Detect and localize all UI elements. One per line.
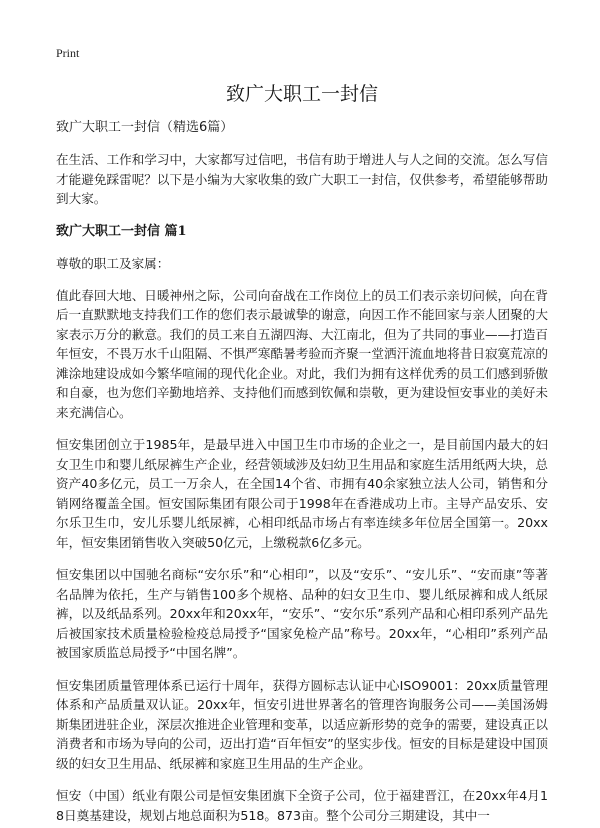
body-paragraph: 恒安集团质量管理体系已运行十周年，获得方圆标志认证中心ISO9001：20xx质量管理体系和产品质量双认证。20xx年，恒安引进世界著名的管理咨询服务公司——美国汤姆斯集团进驻企业，深层次推进企业管理和变革，以适应新形势的竞争的需要，建设真正以消费者和市场为导向的公司，迈出打造“百年恒安”的坚实步伐。恒安的目标是建设中国顶级的妇女卫生用品、纸尿裤和家庭卫生用品的生产企业。 — [56, 677, 548, 771]
body-paragraph: 值此春回大地、日暖神州之际，公司向奋战在工作岗位上的员工们表示亲切问候，向在背后一直默默地支持我们工作的您们表示最诚挚的谢意，向因工作不能回家与亲人团聚的大家表示万分的歉意。我们的员工来自五湖四海、大江南北，但为了共同的事业——打造百年恒安，不畏万水千山阻隔、不惧严寒酷暑考验而齐聚一堂洒汗流血地将昔日寂寞荒凉的滩涂地建设成如今繁华喧闹的现代化企业。对此，我们为拥有这样优秀的员工们感到骄傲和自豪，也为您们辛勤地培养、支持他们而感到钦佩和崇敬，更为建设恒安事业的美好未来充满信心。 — [56, 287, 548, 420]
document-body — [56, 118, 548, 828]
body-paragraph: 恒安集团创立于1985年，是最早进入中国卫生巾市场的企业之一，是目前国内最大的妇女卫生巾和婴儿纸尿裤生产企业，经营领域涉及妇幼卫生用品和家庭生活用纸两大块，总资产40多亿元，员工一万余人，在全国14个省、市拥有40余家独立法人公司，销售和分销网络覆盖全国。恒安国际集团有限公司于1998年在香港成功上市。主导产品安乐、安尔乐卫生巾，安儿乐婴儿纸尿裤，心相印纸品市场占有率连续多年位居全国第一。20xx年，恒安集团销售收入突破50亿元，上缴税款6亿多元。 — [56, 437, 548, 550]
print-label[interactable]: Print — [56, 46, 80, 60]
page-title: 致广大职工一封信 — [225, 83, 378, 105]
intro-paragraph: 在生活、工作和学习中，大家都写过信吧，书信有助于增进人与人之间的交流。怎么写信才能避免踩雷呢？以下是小编为大家收集的致广大职工一封信，仅供参考，希望能够帮助到大家。 — [56, 152, 548, 206]
body-paragraph: 恒安集团以中国驰名商标“安尔乐”和“心相印”，以及“安乐”、“安儿乐”、“安而康”等著名品牌为依托，生产与销售100多个规格、品种的妇女卫生巾、婴儿纸尿裤和成人纸尿裤，以及纸品系列。20xx年和20xx年，“安乐”、“安尔乐”系列产品和心相印系列产品先后被国家技术质量检验检疫总局授予“国家免检产品”称号。20xx年，“心相印”系列产品被国家质监总局授予“中国名牌”。 — [56, 567, 548, 660]
body-paragraph: 恒安（中国）纸业有限公司是恒安集团旗下全资子公司，位于福建晋江，在20xx年4月18日奠基建设，规划占地总面积为518。873亩。整个公司分三期建设，其中一 — [56, 788, 548, 823]
section-heading: 致广大职工一封信 篇1 — [56, 223, 187, 239]
letter-greeting: 尊敬的职工及家属： — [56, 255, 170, 271]
document-page — [56, 0, 548, 828]
document-subtitle: 致广大职工一封信（精选6篇） — [56, 120, 234, 135]
